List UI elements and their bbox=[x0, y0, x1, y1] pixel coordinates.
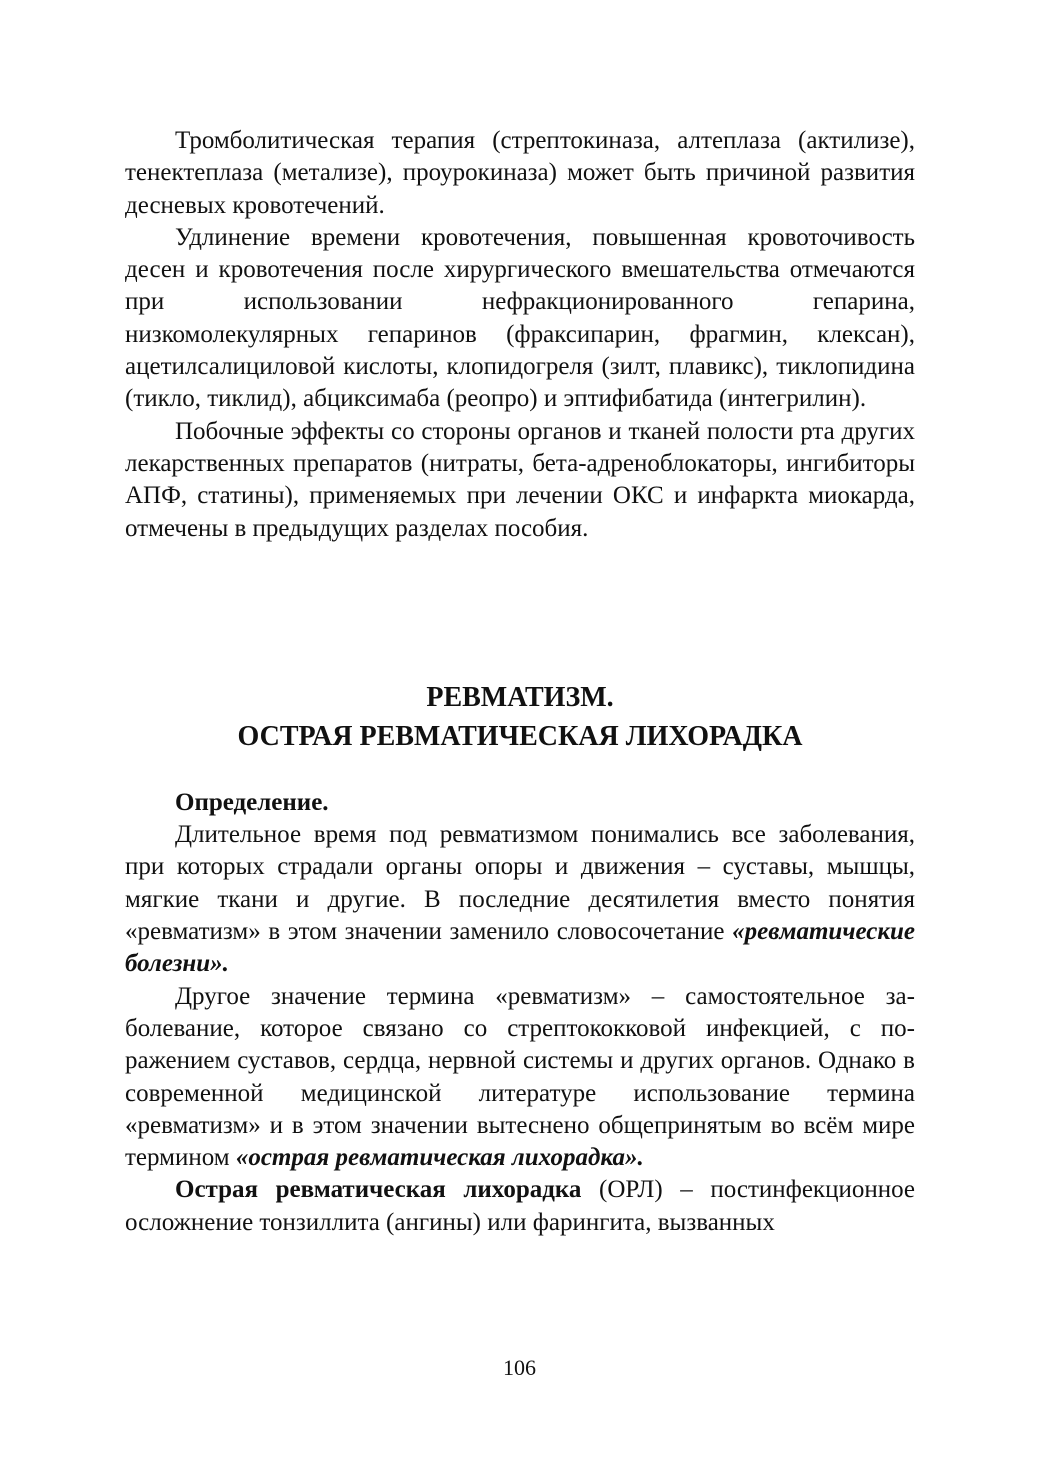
paragraph-side-effects: Побочные эффекты со стороны органов и тканей полости рта других лекарственных препаратов (нитраты, бета-адреноблокаторы, ингибиторы АПФ, статины), применяемых при лечении ОКС и инфаркта миокарда, отмечены в предыдущих разделах пособия. bbox=[125, 417, 915, 542]
paragraph-orl-text: (ОРЛ) – постинфекционное осложнение тонзиллита (ангины) или фарингита, вызванных bbox=[125, 1176, 915, 1236]
paragraph-other-meaning bbox=[125, 981, 915, 1175]
paragraph-thrombolytic: Тромболитическая терапия (стрептокиназа, алтеплаза (актилизе), тенектеплаза (метализе), проурокиназа) может быть причиной развития десневых кровотечений. bbox=[125, 127, 915, 219]
emphasis-acute-rheumatic-fever: «острая ревматическая лихорадка». bbox=[235, 1144, 644, 1172]
section-heading bbox=[125, 678, 915, 756]
term-acute-rheumatic-fever: Острая ревматическая лихорадка bbox=[175, 1176, 582, 1204]
emphasis-rheumatic-diseases: «ревматические болезни». bbox=[125, 918, 915, 978]
page-number: 106 bbox=[503, 1355, 536, 1380]
page-body bbox=[125, 125, 915, 1239]
paragraph-orl-definition bbox=[125, 1174, 915, 1239]
definition-label: Определение. bbox=[175, 788, 329, 816]
paragraph-bleeding-time: Удлинение времени кровотечения, повышенная кровоточивость десен и кровотечения после хирургического вмешательства отмечаются при использовании нефракционированного гепарина, низкомолекулярных гепаринов (фраксипарин, фрагмин, клексан), ацетилсалициловой кислоты, клопидогреля (зилт, плавикс), тиклопидина (тикло, тиклид), абциксимаба (реопро) и эптифибатида (интегрилин). bbox=[125, 223, 915, 413]
paragraph-other-meaning-text: Другое значение термина «ревматизм» – самостоятельное заболевание, которое связано со стрептококковой инфекцией, с поражением суставов, сердца, нервной системы и других органов. Однако в современной медицинской литературе использование термина «ревматизм» и в этом значении вытеснено общепринятым во всём мире термином bbox=[125, 982, 915, 1172]
paragraph-definition-text: Длительное время под ревматизмом понимались все заболевания, при которых страдали органы опоры и движения – суставы, мышцы, мягкие ткани и другие. В последние десятилетия вместо понятия «ревматизм» в этом значении заменило словосочетание bbox=[125, 821, 915, 946]
heading-line-2: ОСТРАЯ РЕВМАТИЧЕСКАЯ ЛИХОРАДКА bbox=[237, 720, 803, 752]
paragraph-definition bbox=[125, 819, 915, 980]
heading-line-1: РЕВМАТИЗМ. bbox=[426, 681, 614, 713]
